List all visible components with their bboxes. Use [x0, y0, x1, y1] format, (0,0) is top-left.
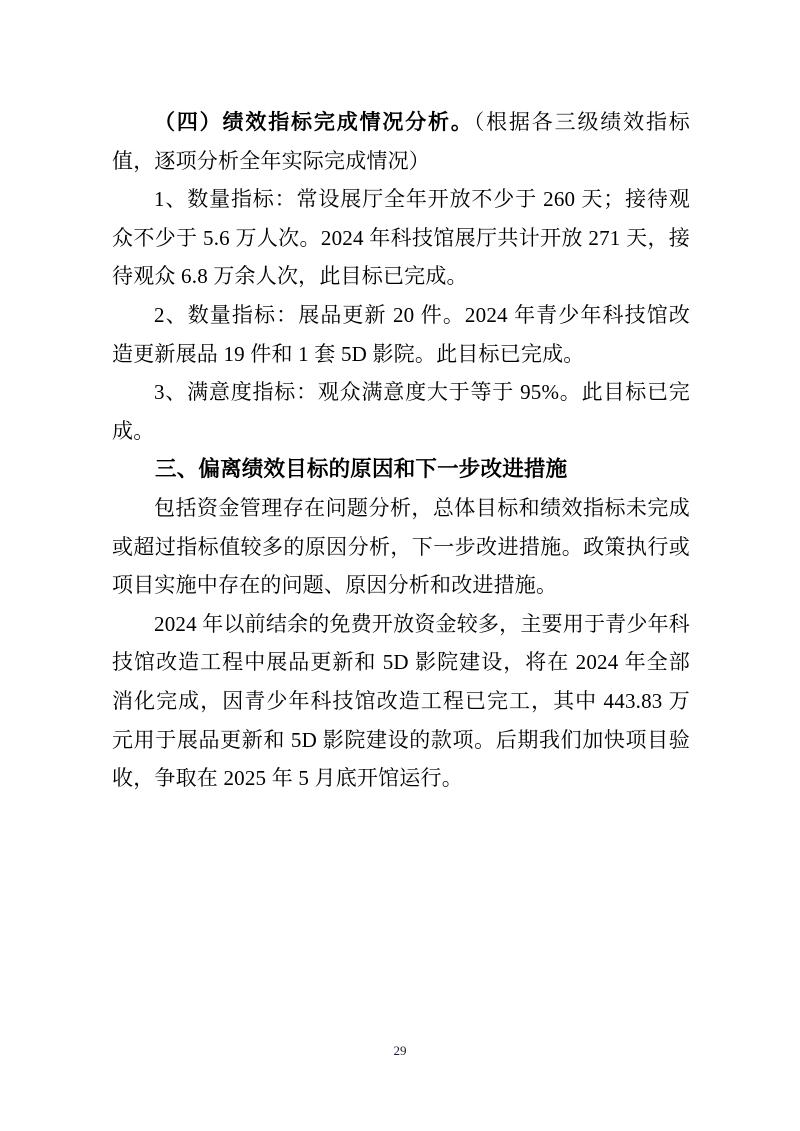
paragraph-section4-title — [112, 103, 690, 180]
paragraph-satisfaction-indicator: 3、满意度指标：观众满意度大于等于 95%。此目标已完成。 — [112, 380, 690, 443]
paragraph-quantity-indicator-2: 2、数量指标：展品更新 20 件。2024 年青少年科技馆改造更新展品 19 件和 1 套 5D 影院。此目标已完成。 — [112, 302, 690, 366]
paragraph-deviation-explanation: 包括资金管理存在问题分析，总体目标和绩效指标未完成或超过指标值较多的原因分析，下一步改进措施。政策执行或项目实施中存在的问题、原因分析和改进措施。 — [112, 495, 690, 598]
paragraph-carryover-funds: 2024 年以前结余的免费开放资金较多，主要用于青少年科技馆改造工程中展品更新和 5D 影院建设，将在 2024 年全部消化完成，因青少年科技馆改造工程已完工，其中 443.83 万元用于展品更新和 5D 影院建设的款项。后期我们加快项目验收，争取在 2025 年 5 月底开馆运行。 — [112, 611, 690, 791]
section4-heading-text: （四）绩效指标完成情况分析。 — [154, 110, 474, 134]
section3-heading: 三、偏离绩效目标的原因和下一步改进措施 — [155, 457, 568, 482]
section4-note-text: （根据各三级绩效指标值，逐项分析全年实际完成情况） — [112, 110, 690, 173]
paragraph-quantity-indicator-1: 1、数量指标：常设展厅全年开放不少于 260 天；接待观众不少于 5.6 万人次。2024 年科技馆展厅共计开放 271 天，接待观众 6.8 万余人次，此目标已完成。 — [112, 187, 690, 289]
document-body — [112, 103, 690, 798]
page-footer — [0, 1042, 800, 1060]
page-number: 29 — [393, 1043, 407, 1058]
